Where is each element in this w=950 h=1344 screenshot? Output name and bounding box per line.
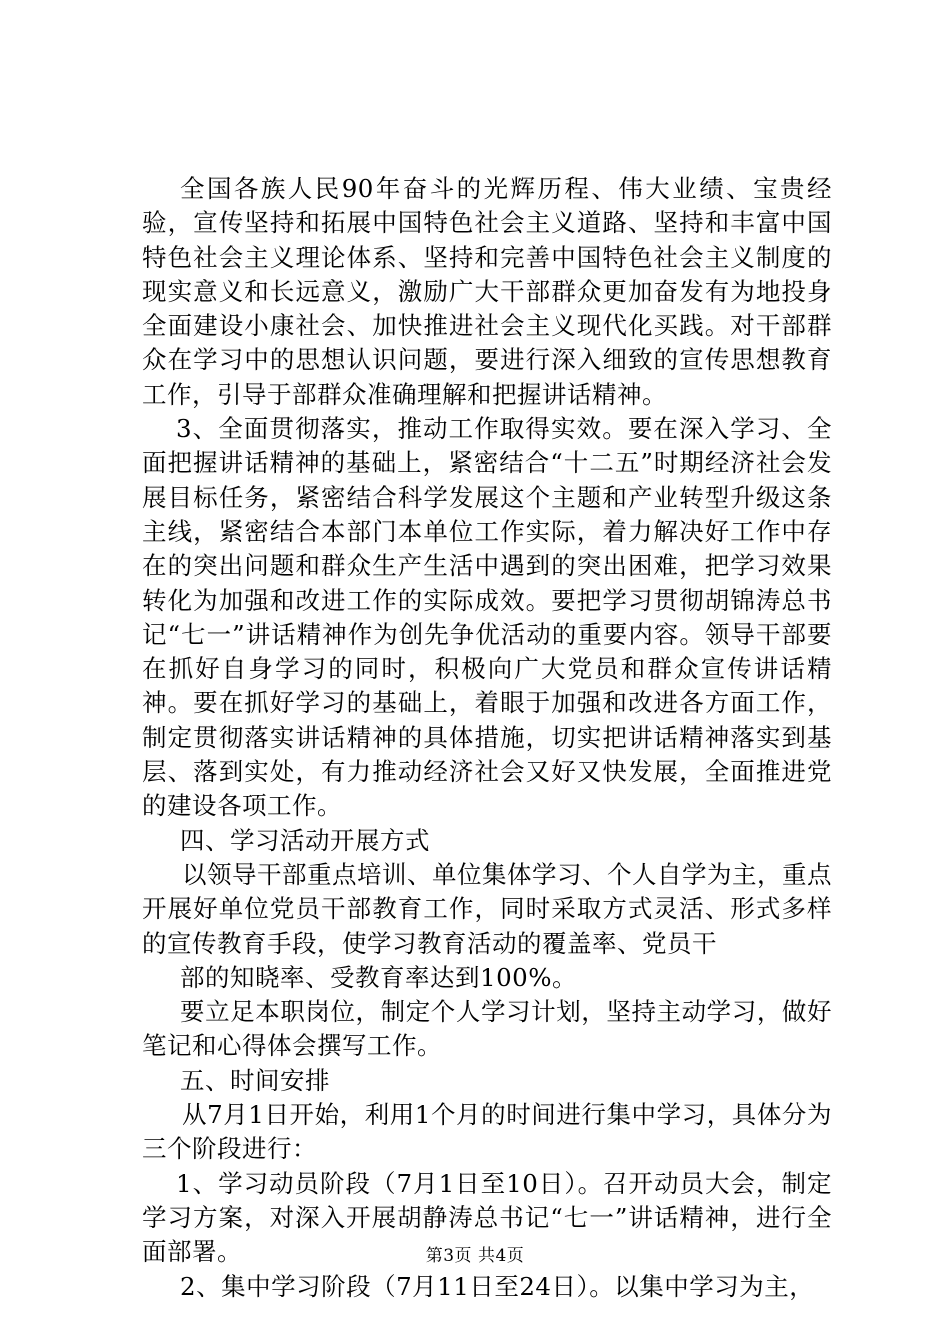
paragraph-study-methods: 以领导干部重点培训、单位集体学习、个人自学为主，重点开展好单位党员干部教育工作，同时采取方式灵活、形式多样的宣传教育手段，使学习教育活动的覆盖率、党员干 [142,859,832,958]
paragraph-intro-continuation: 全国各族人民90年奋斗的光辉历程、伟大业绩、宝贵经验，宣传坚持和拓展中国特色社会主义道路、坚持和丰富中国特色社会主义理论体系、坚持和完善中国特色社会主义制度的现实意义和长远意义，激励广大干部群众更加奋发有为地投身全面建设小康社会、加快推进社会主义现代化买践。对干部群众在学习中的思想认识问题，要进行深入细致的宣传思想教育工作，引导于部群众准确理解和把握讲话精神。 [142,174,832,409]
section-heading-5: 五、时间安排 [180,1065,330,1095]
paragraph-stage-2: 2、集中学习阶段（7月11日至24日）。以集中学习为主， [180,1271,815,1301]
document-body [142,172,832,1304]
paragraph-personal-plan: 要立足本职岗位，制定个人学习计划，坚持主动学习，做好笔记和心得体会撰写工作。 [142,997,832,1061]
paragraph-schedule-intro: 从7月1日开始，利用1个月的时间进行集中学习，具体分为三个阶段进行： [142,1100,832,1164]
section-heading-4: 四、学习活动开展方式 [180,825,430,855]
paragraph-item-3: 3、全面贯彻落实，推动工作取得实效。要在深入学习、全面把握讲话精神的基础上，紧密结合“十二五”时期经济社会发展目标任务，紧密结合科学发展这个主题和产业转型升级这条主线，紧密结合本部门本单位工作实际，着力解决好工作中存在的突出问题和群众生产生活中遇到的突出困难，把学习效果转化为加强和改进工作的实际成效。要把学习贯彻胡锦涛总书记“七一”讲话精神作为创先争优活动的重要内容。领导干部要在抓好自身学习的同时，积极向广大党员和群众宣传讲话精神。要在抓好学习的基础上，着眼于加强和改进各方面工作，制定贯彻落实讲话精神的具体措施，切实把讲话精神落实到基层、落到实处，有力推动经济社会又好又快发展，全面推进党的建设各项工作。 [142,414,832,821]
paragraph-stage-1: 1、学习动员阶段（7月1日至10日）。召开动员大会，制定学习方案，对深入开展胡静涛总书记“七一”讲话精神，进行全面部署。 [142,1168,832,1267]
paragraph-study-methods-continued: 部的知晓率、受教育率达到100%。 [180,962,578,992]
page-footer: 第3页 共4页 [425,1246,525,1266]
